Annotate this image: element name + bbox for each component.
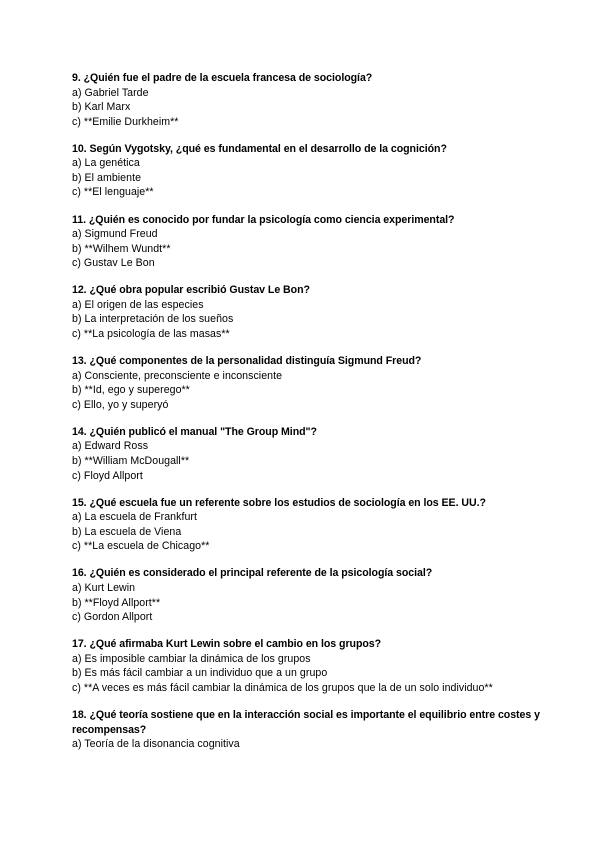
question-title: 18. ¿Qué teoría sostiene que en la interacción social es importante el equilibrio entre costes y recompensas? <box>72 709 540 736</box>
option-c: c) Floyd Allport <box>72 469 143 482</box>
question-title: 10. Según Vygotsky, ¿qué es fundamental en el desarrollo de la cognición? <box>72 142 447 155</box>
option-a: a) Sigmund Freud <box>72 228 158 241</box>
question-10 <box>72 142 542 200</box>
question-title: 14. ¿Quién publicó el manual "The Group Mind"? <box>72 425 317 438</box>
option-a: a) Teoría de la disonancia cognitiva <box>72 738 240 751</box>
question-9 <box>72 71 542 129</box>
question-18 <box>72 708 542 752</box>
question-17 <box>72 637 542 695</box>
question-list <box>72 71 542 764</box>
question-12 <box>72 283 542 341</box>
option-a: a) Consciente, preconsciente e inconsciente <box>72 369 283 382</box>
option-a: a) La escuela de Frankfurt <box>72 511 197 524</box>
option-c: c) Ello, yo y superyó <box>72 398 169 411</box>
option-c: c) **Emilie Durkheim** <box>72 115 179 128</box>
option-b: b) El ambiente <box>72 171 142 184</box>
option-c: c) **A veces es más fácil cambiar la dinámica de los grupos que la de un solo individuo** <box>72 681 493 694</box>
question-11 <box>72 213 542 271</box>
option-b: b) La interpretación de los sueños <box>72 313 234 326</box>
option-b: b) Es más fácil cambiar a un individuo que a un grupo <box>72 667 328 680</box>
question-15 <box>72 496 542 554</box>
question-title: 11. ¿Quién es conocido por fundar la psicología como ciencia experimental? <box>72 213 455 226</box>
option-b: b) **Wilhem Wundt** <box>72 242 171 255</box>
question-title: 9. ¿Quién fue el padre de la escuela francesa de sociología? <box>72 72 373 84</box>
question-title: 12. ¿Qué obra popular escribió Gustav Le Bon? <box>72 284 310 297</box>
option-b: b) La escuela de Viena <box>72 525 182 538</box>
option-c: c) Gordon Allport <box>72 611 153 624</box>
question-14 <box>72 425 542 483</box>
question-title: 13. ¿Qué componentes de la personalidad distinguía Sigmund Freud? <box>72 355 422 368</box>
question-16 <box>72 566 542 624</box>
option-a: a) Edward Ross <box>72 440 149 453</box>
question-title: 16. ¿Quién es considerado el principal referente de la psicología social? <box>72 567 433 580</box>
question-title: 15. ¿Qué escuela fue un referente sobre los estudios de sociología en los EE. UU.? <box>72 496 486 509</box>
option-b: b) **Id, ego y superego** <box>72 384 190 397</box>
option-a: a) El origen de las especies <box>72 298 204 311</box>
option-b: b) Karl Marx <box>72 101 131 114</box>
option-c: c) Gustav Le Bon <box>72 257 155 270</box>
option-a: a) Gabriel Tarde <box>72 86 149 99</box>
option-a: a) Es imposible cambiar la dinámica de los grupos <box>72 652 311 665</box>
option-b: b) **William McDougall** <box>72 455 190 467</box>
question-13 <box>72 354 542 412</box>
option-b: b) **Floyd Allport** <box>72 596 161 609</box>
option-c: c) **El lenguaje** <box>72 186 154 199</box>
option-c: c) **La escuela de Chicago** <box>72 540 210 553</box>
option-c: c) **La psicología de las masas** <box>72 328 230 341</box>
option-a: a) La genética <box>72 157 140 170</box>
question-title: 17. ¿Qué afirmaba Kurt Lewin sobre el cambio en los grupos? <box>72 638 382 651</box>
option-a: a) Kurt Lewin <box>72 581 136 594</box>
